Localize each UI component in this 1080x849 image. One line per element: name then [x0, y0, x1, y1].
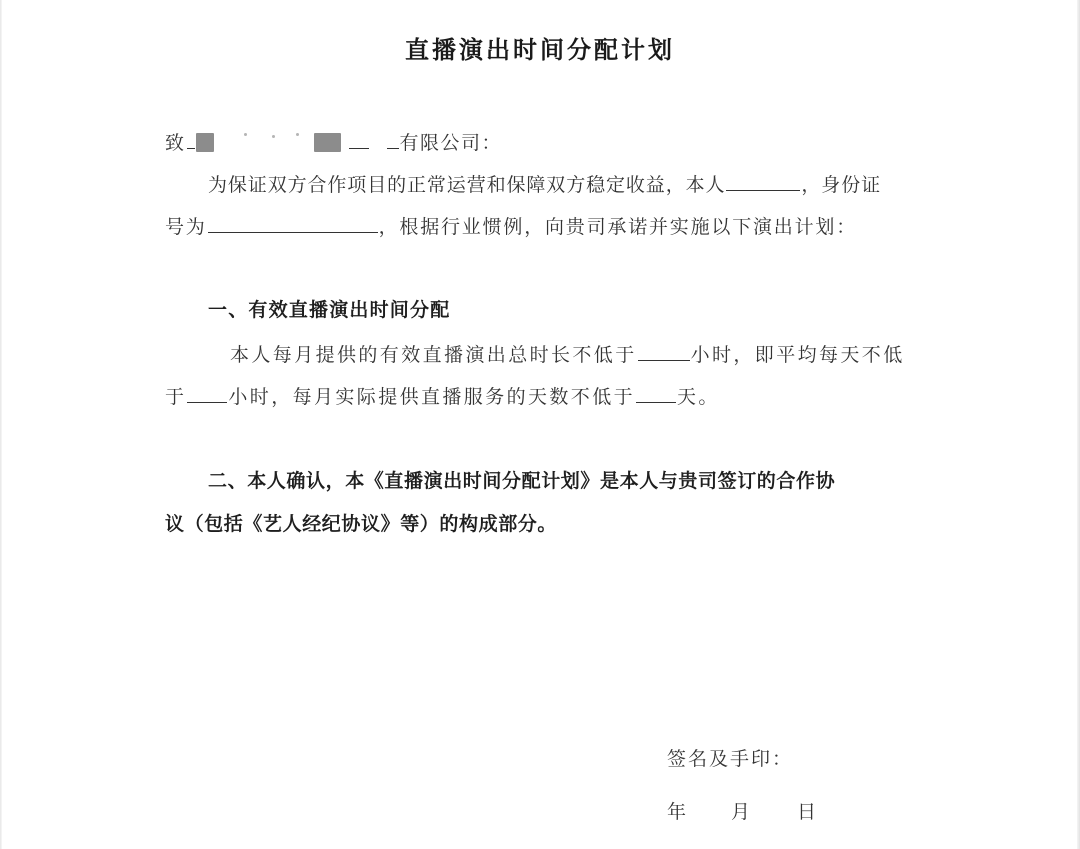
section1-line-2	[165, 384, 720, 409]
date-day-label: 日	[797, 801, 819, 823]
section1-heading: 一、有效直播演出时间分配	[208, 299, 451, 321]
document-title: 直播演出时间分配计划	[405, 36, 675, 64]
monthly-hours-blank	[638, 342, 690, 361]
daily-hours-blank	[187, 384, 227, 403]
date-month-label: 月	[731, 801, 753, 823]
id-number-blank	[208, 214, 378, 233]
intro-line-1	[208, 172, 881, 197]
redacted-block	[196, 133, 214, 152]
addressee-suffix: 有限公司：	[399, 132, 503, 154]
signature-label: 签名及手印：	[667, 748, 794, 770]
section1-line-1	[230, 342, 905, 367]
section2-line-1: 二、本人确认，本《直播演出时间分配计划》是本人与贵司签订的合作协	[208, 470, 836, 492]
section1-text: 小时，每月实际提供直播服务的天数不低于	[228, 386, 636, 408]
redacted-block	[314, 133, 341, 152]
section2-line-2: 议（包括《艺人经纪协议》等）的构成部分。	[165, 513, 558, 535]
page-edge-left	[0, 0, 2, 849]
section1-text: 天。	[677, 386, 720, 408]
intro-text: 号为	[165, 216, 207, 238]
intro-text: ，身份证	[801, 174, 882, 196]
addressee-underline	[349, 130, 369, 149]
intro-text: ，根据行业惯例，向贵司承诺并实施以下演出计划：	[378, 216, 858, 238]
intro-text: 为保证双方合作项目的正常运营和保障双方稳定收益，本人	[208, 174, 726, 196]
date-year-label: 年	[667, 801, 689, 823]
redacted-blur	[370, 133, 386, 152]
section1-text: 于	[165, 386, 187, 408]
addressee-underline	[387, 130, 399, 149]
days-blank	[636, 384, 676, 403]
section1-text: 小时，即平均每天不低	[690, 344, 905, 366]
addressee-prefix: 致	[165, 132, 186, 154]
addressee-line	[165, 130, 502, 155]
name-blank	[726, 172, 800, 191]
redacted-blur	[214, 133, 314, 152]
section1-text: 本人每月提供的有效直播演出总时长不低于	[230, 344, 637, 366]
intro-line-2	[165, 214, 857, 239]
addressee-underline	[187, 130, 195, 149]
